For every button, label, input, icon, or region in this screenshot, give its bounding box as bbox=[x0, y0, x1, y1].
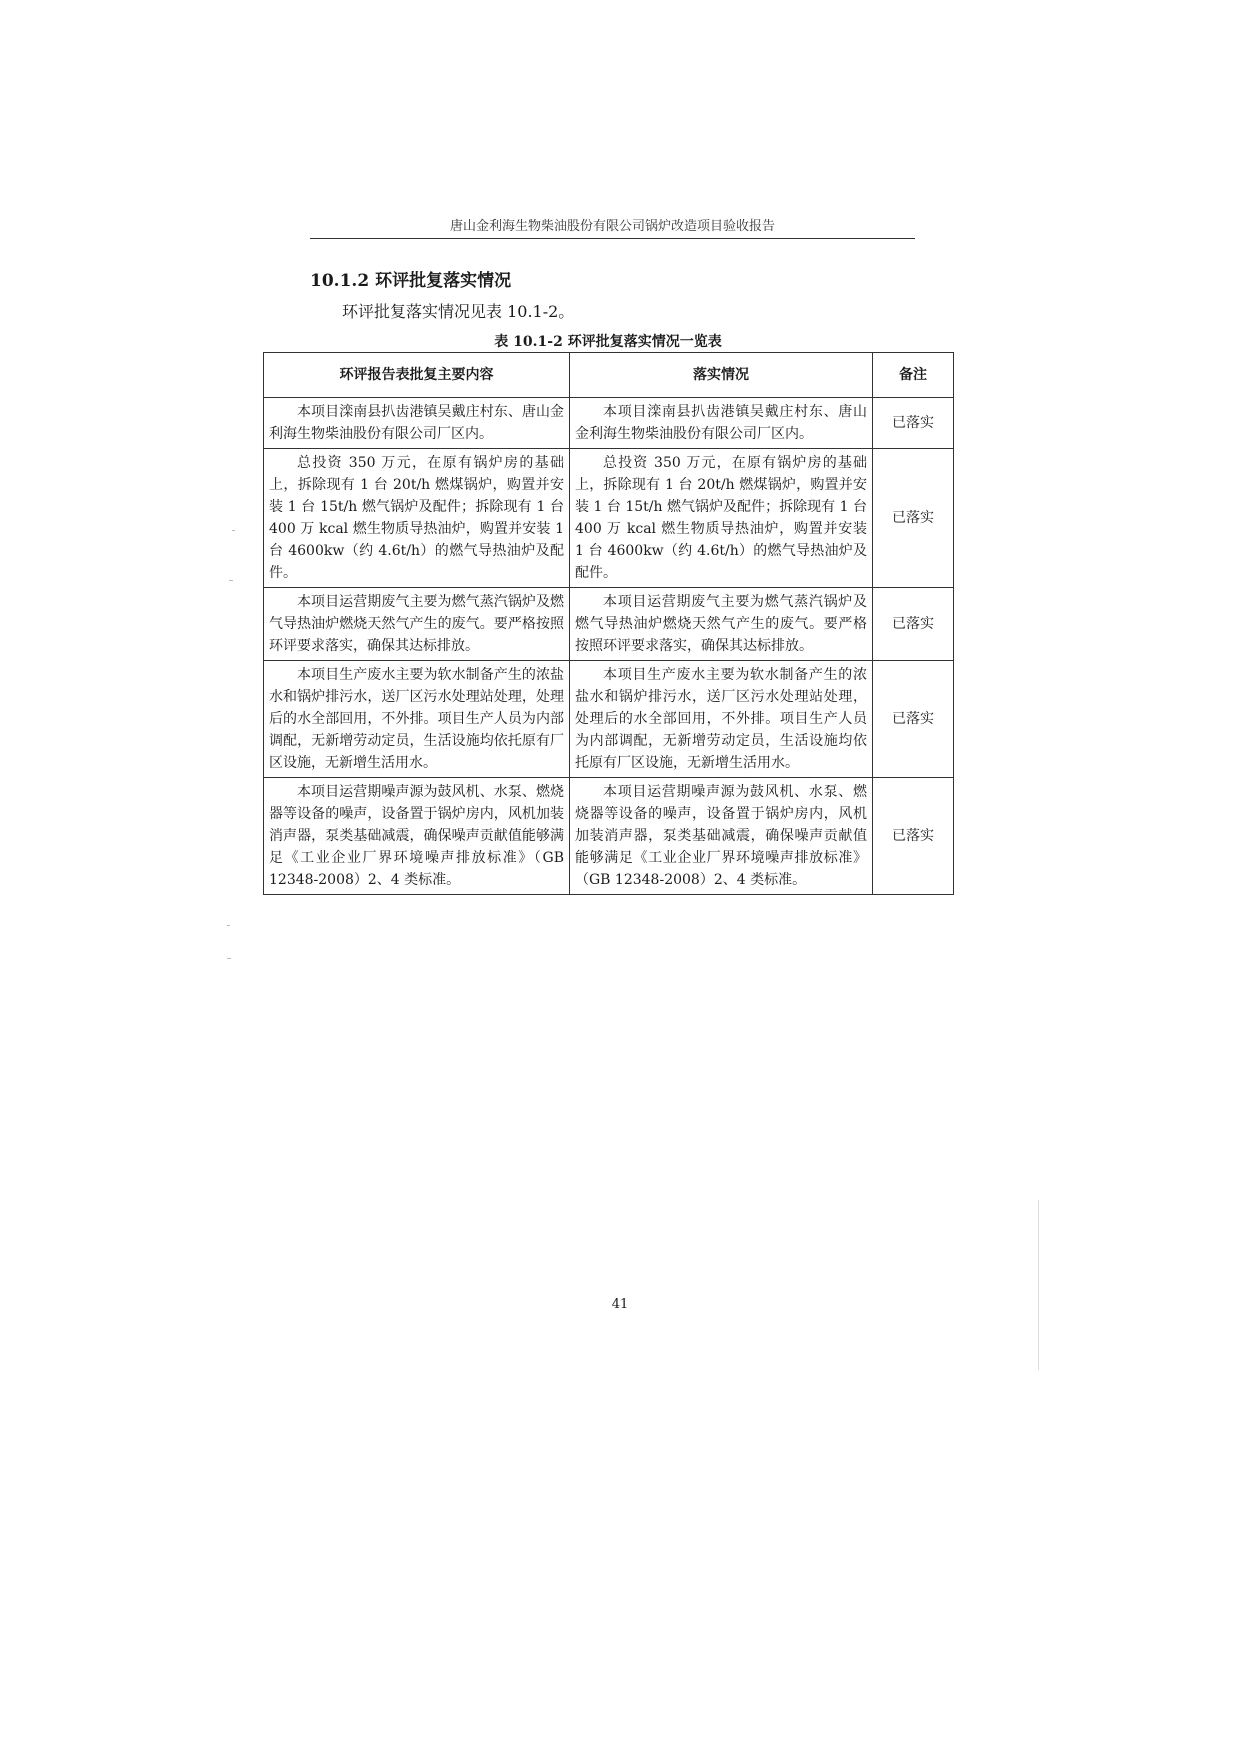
scan-mark bbox=[227, 925, 230, 926]
table-row bbox=[264, 588, 954, 661]
table-row bbox=[264, 398, 954, 449]
section-intro: 环评批复落实情况见表 10.1-2。 bbox=[342, 302, 575, 321]
column-header-implementation: 落实情况 bbox=[570, 353, 873, 398]
table-row bbox=[264, 778, 954, 895]
status-cell: 已落实 bbox=[873, 778, 954, 895]
header-divider bbox=[310, 238, 915, 239]
implementation-cell: 本项目运营期噪声源为鼓风机、水泵、燃烧器等设备的噪声，设备置于锅炉房内，风机加装消声器，泵类基础减震，确保噪声贡献值能够满足《工业企业厂界环境噪声排放标准》（GB 12348-2008）2、4 类标准。 bbox=[570, 778, 873, 895]
status-cell: 已落实 bbox=[873, 588, 954, 661]
approval-table bbox=[263, 352, 954, 895]
requirement-cell: 本项目运营期噪声源为鼓风机、水泵、燃烧器等设备的噪声，设备置于锅炉房内，风机加装消声器，泵类基础减震，确保噪声贡献值能够满足《工业企业厂界环境噪声排放标准》（GB 12348-2008）2、4 类标准。 bbox=[264, 778, 570, 895]
implementation-cell: 本项目运营期废气主要为燃气蒸汽锅炉及燃气导热油炉燃烧天然气产生的废气。要严格按照环评要求落实，确保其达标排放。 bbox=[570, 588, 873, 661]
table-row bbox=[264, 661, 954, 778]
status-cell: 已落实 bbox=[873, 398, 954, 449]
scan-mark bbox=[232, 530, 235, 531]
section-heading bbox=[310, 266, 511, 291]
status-cell: 已落实 bbox=[873, 449, 954, 588]
section-number: 10.1.2 bbox=[310, 271, 370, 291]
implementation-cell: 本项目滦南县扒齿港镇吴戴庄村东、唐山金利海生物柴油股份有限公司厂区内。 bbox=[570, 398, 873, 449]
scan-mark bbox=[1038, 1200, 1039, 1370]
requirement-cell: 总投资 350 万元，在原有锅炉房的基础上，拆除现有 1 台 20t/h 燃煤锅炉，购置并安装 1 台 15t/h 燃气锅炉及配件；拆除现有 1 台 400 万 kcal 燃生物质导热油炉，购置并安装 1 台 4600kw（约 4.6t/h）的燃气导热油炉及配件。 bbox=[264, 449, 570, 588]
scan-mark bbox=[227, 958, 231, 959]
column-header-note: 备注 bbox=[873, 353, 954, 398]
implementation-cell: 本项目生产废水主要为软水制备产生的浓盐水和锅炉排污水，送厂区污水处理站处理，处理后的水全部回用，不外排。项目生产人员为内部调配，无新增劳动定员，生活设施均依托原有厂区设施，无新增生活用水。 bbox=[570, 661, 873, 778]
column-header-requirement: 环评报告表批复主要内容 bbox=[264, 353, 570, 398]
table-caption: 表 10.1-2 环评批复落实情况一览表 bbox=[494, 334, 722, 350]
requirement-cell: 本项目滦南县扒齿港镇吴戴庄村东、唐山金利海生物柴油股份有限公司厂区内。 bbox=[264, 398, 570, 449]
page-number: 41 bbox=[611, 1297, 629, 1312]
implementation-cell: 总投资 350 万元，在原有锅炉房的基础上，拆除现有 1 台 20t/h 燃煤锅炉，购置并安装 1 台 15t/h 燃气锅炉及配件；拆除现有 1 台 400 万 kcal 燃生物质导热油炉，购置并安装 1 台 4600kw（约 4.6t/h）的燃气导热油炉及配件。 bbox=[570, 449, 873, 588]
table-header-row bbox=[264, 353, 954, 398]
requirement-cell: 本项目生产废水主要为软水制备产生的浓盐水和锅炉排污水，送厂区污水处理站处理，处理后的水全部回用，不外排。项目生产人员为内部调配，无新增劳动定员，生活设施均依托原有厂区设施，无新增生活用水。 bbox=[264, 661, 570, 778]
table-row bbox=[264, 449, 954, 588]
scan-mark bbox=[229, 580, 233, 581]
section-title: 环评批复落实情况 bbox=[375, 271, 512, 291]
status-cell: 已落实 bbox=[873, 661, 954, 778]
requirement-cell: 本项目运营期废气主要为燃气蒸汽锅炉及燃气导热油炉燃烧天然气产生的废气。要严格按照环评要求落实，确保其达标排放。 bbox=[264, 588, 570, 661]
page-header: 唐山金利海生物柴油股份有限公司锅炉改造项目验收报告 bbox=[449, 219, 775, 234]
